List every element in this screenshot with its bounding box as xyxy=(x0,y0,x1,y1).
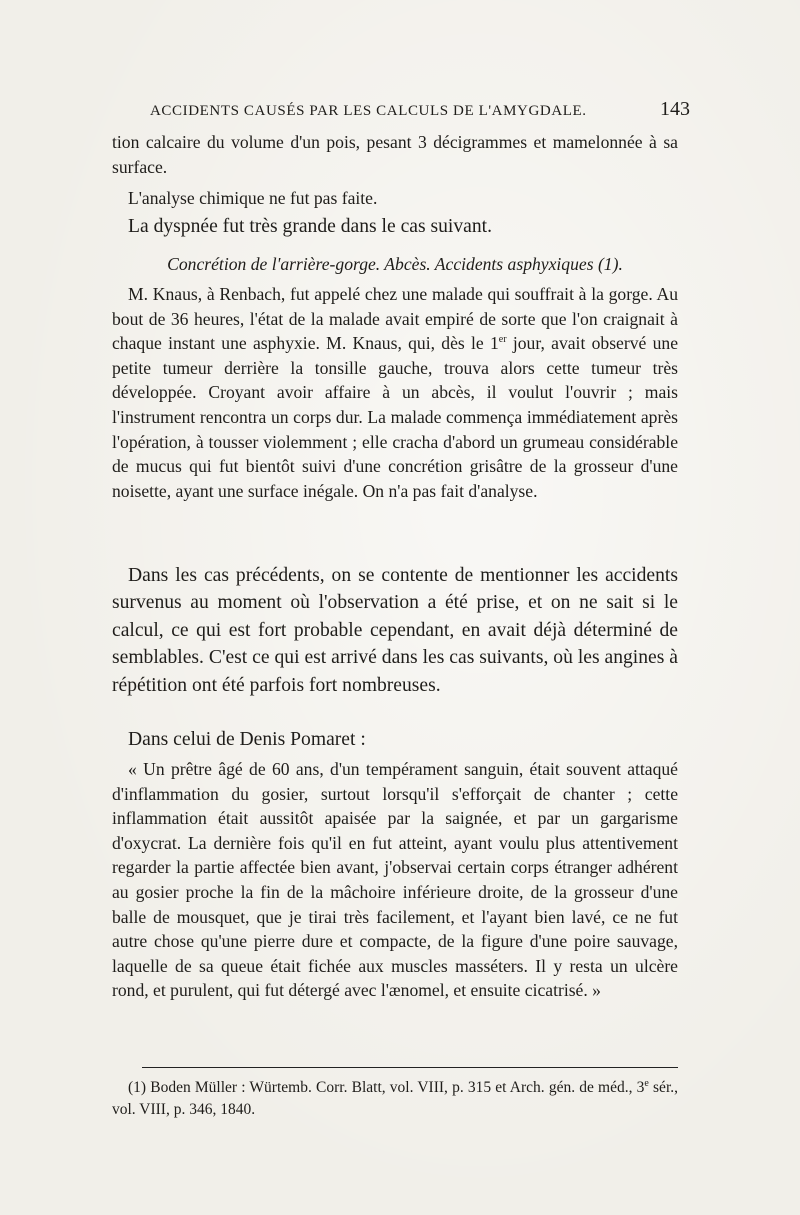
paragraph-text: Dans celui de Denis Pomaret : xyxy=(128,729,366,750)
paragraph-text xyxy=(112,282,678,503)
paragraph-text: tion calcaire du volume d'un pois, pesant 3 décigrammes et mamelonnée à sa surface. xyxy=(112,132,678,177)
paragraph-pomaret xyxy=(112,726,678,753)
page-number: 143 xyxy=(660,98,690,120)
quotation-text: « Un prêtre âgé de 60 ans, d'un tempérament sanguin, était souvent attaqué d'inflammation du gosier, surtout lorsqu'il s'efforçait de chanter ; cette inflammation était aussitôt apaisée par la saignée, et par un gargarisme d'oxycrat. La dernière fois qu'il en fut atteint, ayant voulu plus attentivement regarder la partie affectée bien avant, j'observai certain corps étranger adhérent au gosier proche la fin de la mâchoire inférieure droite, de la grosseur d'une balle de mousquet, que je tirai très facilement, et l'ayant bien lavé, ce ne fut autre chose qu'une pierre dure et compacte, de la figure d'une poire sauvage, laquelle de sa queue était fichée aux muscles masséters. Il y resta un ulcère rond, et purulent, qui fut détergé avec l'ænomel, et ensuite cicatrisé. » xyxy=(112,759,678,1001)
section-title xyxy=(112,252,678,277)
footnote xyxy=(112,1077,678,1121)
paragraph-analysis xyxy=(112,186,678,211)
paragraph-text: L'analyse chimique ne fut pas faite. xyxy=(128,188,378,208)
footnote-text-end: sér., vol. VIII, p. 346, 1840. xyxy=(112,1079,678,1118)
footnote-rule xyxy=(142,1067,678,1068)
paragraph-text: Dans les cas précédents, on se contente de mentionner les accidents survenus au moment où l'observation a été prise, et on ne sait si le calcul, ce qui est fort probable cependant, en avait déjà déterminé de semblables. C'est ce qui est arrivé dans les cas suivants, où les angines à répétition ont été parfois fort nombreuses. xyxy=(112,565,678,696)
paragraph-cas-precedents xyxy=(112,562,678,699)
running-header xyxy=(150,98,690,121)
superscript: er xyxy=(498,334,507,346)
paragraph-text: La dyspnée fut très grande dans le cas suivant. xyxy=(128,216,492,237)
section-title-text: Concrétion de l'arrière-gorge. Abcès. Accidents asphyxiques (1). xyxy=(167,254,623,274)
quotation-paragraph xyxy=(112,757,678,1003)
paragraph-knaus xyxy=(112,282,678,503)
paragraph-continuation xyxy=(112,130,678,179)
paragraph-text-end: jour, avait observé une petite tumeur derrière la tonsille gauche, trouva alors cette tumeur très développée. Croyant avoir affaire à un abcès, il voulut l'ouvrir ; mais l'instrument rencontra un corps dur. La malade commença immédiatement après l'opération, à tousser violemment ; elle cracha d'abord un grumeau considérable de mucus qui fut bientôt suivi d'une concrétion grisâtre de la grosseur d'une noisette, ayant une surface inégale. On n'a pas fait d'analyse. xyxy=(112,333,679,501)
paragraph-text-start: M. Knaus, à Renbach, fut appelé chez une malade qui souffrait à la gorge. Au bout de 36 heures, l'état de la malade avait empiré de sorte que l'on craignait à chaque instant une asphyxie. M. Knaus, qui, dès le 1 xyxy=(112,284,678,354)
paragraph-dyspnee xyxy=(112,213,678,240)
footnote-text-start: (1) Boden Müller : Würtemb. Corr. Blatt, vol. VIII, p. 315 et Arch. gén. de méd., 3 xyxy=(128,1079,645,1096)
running-title: ACCIDENTS CAUSÉS PAR LES CALCULS DE L'AMYGDALE. xyxy=(150,103,587,119)
footnote-superscript: e xyxy=(644,1077,649,1089)
